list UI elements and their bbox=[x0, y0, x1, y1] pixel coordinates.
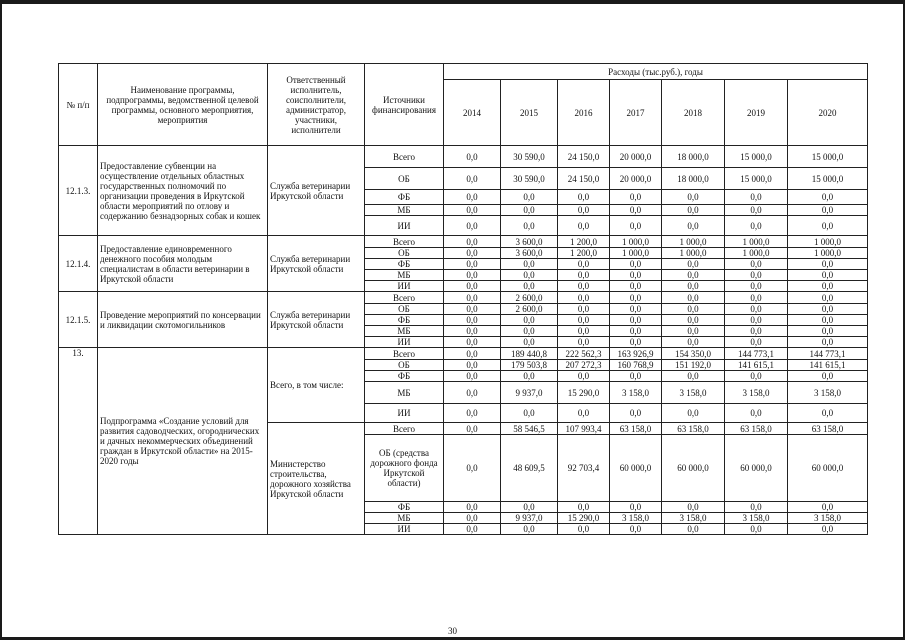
funding-source: Всего bbox=[365, 292, 444, 304]
amount-cell: 0,0 bbox=[501, 190, 558, 205]
funding-source: ФБ bbox=[365, 502, 444, 513]
amount-cell: 1 000,0 bbox=[610, 248, 662, 259]
header-year: 2019 bbox=[725, 80, 788, 146]
item-name: Предоставление субвенции на осуществление отдельных областных государственных полномочий по организации проведения в Иркутской области мероприятий по отлову и содержанию безнадзорных собак и кошек bbox=[98, 146, 268, 236]
amount-cell: 0,0 bbox=[662, 404, 725, 423]
item-number: 12.1.4. bbox=[59, 236, 98, 292]
amount-cell: 141 615,1 bbox=[725, 360, 788, 371]
amount-cell: 0,0 bbox=[788, 216, 868, 236]
amount-cell: 0,0 bbox=[558, 190, 610, 205]
amount-cell: 15 000,0 bbox=[788, 168, 868, 190]
amount-cell: 63 158,0 bbox=[610, 423, 662, 435]
amount-cell: 0,0 bbox=[444, 337, 501, 348]
amount-cell: 18 000,0 bbox=[662, 168, 725, 190]
amount-cell: 0,0 bbox=[558, 326, 610, 337]
amount-cell: 0,0 bbox=[558, 216, 610, 236]
amount-cell: 0,0 bbox=[610, 502, 662, 513]
amount-cell: 0,0 bbox=[558, 205, 610, 216]
amount-cell: 0,0 bbox=[444, 259, 501, 270]
amount-cell: 154 350,0 bbox=[662, 348, 725, 360]
amount-cell: 1 000,0 bbox=[610, 236, 662, 248]
funding-source: ОБ bbox=[365, 360, 444, 371]
amount-cell: 1 000,0 bbox=[662, 236, 725, 248]
amount-cell: 0,0 bbox=[788, 205, 868, 216]
amount-cell: 0,0 bbox=[725, 270, 788, 281]
funding-source: ИИ bbox=[365, 281, 444, 292]
funding-source: ИИ bbox=[365, 337, 444, 348]
amount-cell: 0,0 bbox=[788, 259, 868, 270]
amount-cell: 24 150,0 bbox=[558, 146, 610, 168]
amount-cell: 0,0 bbox=[662, 371, 725, 382]
amount-cell: 0,0 bbox=[444, 281, 501, 292]
amount-cell: 0,0 bbox=[662, 502, 725, 513]
amount-cell: 0,0 bbox=[662, 326, 725, 337]
item-responsible: Служба ветеринарии Иркутской области bbox=[268, 146, 365, 236]
amount-cell: 0,0 bbox=[662, 259, 725, 270]
amount-cell: 0,0 bbox=[501, 205, 558, 216]
amount-cell: 0,0 bbox=[444, 315, 501, 326]
amount-cell: 144 773,1 bbox=[725, 348, 788, 360]
amount-cell: 0,0 bbox=[501, 216, 558, 236]
amount-cell: 3 158,0 bbox=[610, 513, 662, 524]
budget-table-body bbox=[59, 146, 868, 535]
funding-source: ИИ bbox=[365, 524, 444, 535]
amount-cell: 3 158,0 bbox=[610, 382, 662, 404]
amount-cell: 3 158,0 bbox=[788, 382, 868, 404]
header-year: 2014 bbox=[444, 80, 501, 146]
amount-cell: 0,0 bbox=[725, 304, 788, 315]
amount-cell: 0,0 bbox=[610, 270, 662, 281]
item-responsible: Служба ветеринарии Иркутской области bbox=[268, 292, 365, 348]
amount-cell: 48 609,5 bbox=[501, 435, 558, 502]
table-row bbox=[59, 146, 868, 168]
amount-cell: 0,0 bbox=[501, 371, 558, 382]
amount-cell: 0,0 bbox=[444, 435, 501, 502]
amount-cell: 0,0 bbox=[725, 404, 788, 423]
amount-cell: 0,0 bbox=[725, 315, 788, 326]
header-year: 2015 bbox=[501, 80, 558, 146]
amount-cell: 63 158,0 bbox=[662, 423, 725, 435]
amount-cell: 24 150,0 bbox=[558, 168, 610, 190]
amount-cell: 0,0 bbox=[725, 281, 788, 292]
amount-cell: 0,0 bbox=[788, 326, 868, 337]
amount-cell: 20 000,0 bbox=[610, 168, 662, 190]
amount-cell: 0,0 bbox=[444, 304, 501, 315]
amount-cell: 1 000,0 bbox=[725, 236, 788, 248]
scan-border-top bbox=[0, 0, 905, 4]
amount-cell: 0,0 bbox=[725, 216, 788, 236]
amount-cell: 160 768,9 bbox=[610, 360, 662, 371]
funding-source: МБ bbox=[365, 382, 444, 404]
amount-cell: 15 000,0 bbox=[725, 168, 788, 190]
scan-border-left bbox=[0, 0, 2, 640]
amount-cell: 0,0 bbox=[444, 236, 501, 248]
amount-cell: 0,0 bbox=[501, 524, 558, 535]
funding-source: МБ bbox=[365, 326, 444, 337]
amount-cell: 0,0 bbox=[725, 524, 788, 535]
amount-cell: 0,0 bbox=[662, 337, 725, 348]
amount-cell: 92 703,4 bbox=[558, 435, 610, 502]
amount-cell: 0,0 bbox=[501, 337, 558, 348]
amount-cell: 0,0 bbox=[558, 281, 610, 292]
amount-cell: 0,0 bbox=[444, 513, 501, 524]
amount-cell: 0,0 bbox=[725, 502, 788, 513]
header-responsible: Ответственный исполнитель, соисполнители, администратор, участники, исполнители bbox=[268, 64, 365, 146]
item-responsible: Служба ветеринарии Иркутской области bbox=[268, 236, 365, 292]
amount-cell: 60 000,0 bbox=[610, 435, 662, 502]
amount-cell: 63 158,0 bbox=[725, 423, 788, 435]
amount-cell: 0,0 bbox=[725, 292, 788, 304]
amount-cell: 0,0 bbox=[501, 404, 558, 423]
amount-cell: 60 000,0 bbox=[662, 435, 725, 502]
amount-cell: 151 192,0 bbox=[662, 360, 725, 371]
amount-cell: 0,0 bbox=[558, 502, 610, 513]
amount-cell: 0,0 bbox=[558, 304, 610, 315]
amount-cell: 0,0 bbox=[725, 259, 788, 270]
item-number: 12.1.3. bbox=[59, 146, 98, 236]
amount-cell: 0,0 bbox=[501, 281, 558, 292]
amount-cell: 0,0 bbox=[610, 292, 662, 304]
amount-cell: 0,0 bbox=[444, 524, 501, 535]
amount-cell: 0,0 bbox=[444, 205, 501, 216]
amount-cell: 0,0 bbox=[788, 281, 868, 292]
amount-cell: 179 503,8 bbox=[501, 360, 558, 371]
amount-cell: 15 000,0 bbox=[725, 146, 788, 168]
item-name: Предоставление единовременного денежного пособия молодым специалистам в области ветеринарии в Иркутской области bbox=[98, 236, 268, 292]
funding-source: ФБ bbox=[365, 190, 444, 205]
table-row bbox=[59, 236, 868, 248]
header-source: Источники финансирования bbox=[365, 64, 444, 146]
amount-cell: 0,0 bbox=[610, 326, 662, 337]
amount-cell: 15 290,0 bbox=[558, 513, 610, 524]
amount-cell: 0,0 bbox=[558, 371, 610, 382]
table-row bbox=[59, 348, 868, 360]
amount-cell: 15 290,0 bbox=[558, 382, 610, 404]
amount-cell: 0,0 bbox=[725, 205, 788, 216]
table-row bbox=[59, 292, 868, 304]
amount-cell: 0,0 bbox=[788, 404, 868, 423]
item-responsible: Всего, в том числе: bbox=[268, 348, 365, 423]
amount-cell: 0,0 bbox=[444, 190, 501, 205]
amount-cell: 0,0 bbox=[501, 270, 558, 281]
amount-cell: 60 000,0 bbox=[788, 435, 868, 502]
amount-cell: 0,0 bbox=[788, 315, 868, 326]
amount-cell: 0,0 bbox=[788, 190, 868, 205]
funding-source: ФБ bbox=[365, 259, 444, 270]
amount-cell: 0,0 bbox=[444, 404, 501, 423]
amount-cell: 0,0 bbox=[444, 292, 501, 304]
amount-cell: 0,0 bbox=[558, 292, 610, 304]
item-name: Подпрограмма «Создание условий для развития садоводческих, огороднических и дачных некоммерческих объединений граждан в Иркутской области» на 2015-2020 годы bbox=[98, 348, 268, 535]
amount-cell: 0,0 bbox=[788, 304, 868, 315]
funding-source: Всего bbox=[365, 348, 444, 360]
amount-cell: 0,0 bbox=[501, 315, 558, 326]
amount-cell: 1 200,0 bbox=[558, 236, 610, 248]
funding-source: ОБ bbox=[365, 304, 444, 315]
amount-cell: 3 600,0 bbox=[501, 248, 558, 259]
amount-cell: 20 000,0 bbox=[610, 146, 662, 168]
amount-cell: 0,0 bbox=[444, 326, 501, 337]
amount-cell: 0,0 bbox=[558, 404, 610, 423]
amount-cell: 3 158,0 bbox=[788, 513, 868, 524]
amount-cell: 0,0 bbox=[610, 190, 662, 205]
amount-cell: 144 773,1 bbox=[788, 348, 868, 360]
funding-source: ОБ bbox=[365, 168, 444, 190]
amount-cell: 0,0 bbox=[558, 315, 610, 326]
amount-cell: 0,0 bbox=[662, 292, 725, 304]
page-number: 30 bbox=[448, 626, 457, 636]
funding-source: Всего bbox=[365, 423, 444, 435]
amount-cell: 0,0 bbox=[788, 524, 868, 535]
amount-cell: 0,0 bbox=[725, 190, 788, 205]
amount-cell: 0,0 bbox=[610, 337, 662, 348]
amount-cell: 15 000,0 bbox=[788, 146, 868, 168]
amount-cell: 0,0 bbox=[788, 371, 868, 382]
funding-source: ФБ bbox=[365, 371, 444, 382]
amount-cell: 141 615,1 bbox=[788, 360, 868, 371]
amount-cell: 0,0 bbox=[610, 404, 662, 423]
amount-cell: 107 993,4 bbox=[558, 423, 610, 435]
amount-cell: 0,0 bbox=[788, 337, 868, 348]
amount-cell: 30 590,0 bbox=[501, 168, 558, 190]
amount-cell: 189 440,8 bbox=[501, 348, 558, 360]
amount-cell: 0,0 bbox=[610, 371, 662, 382]
amount-cell: 0,0 bbox=[444, 382, 501, 404]
amount-cell: 1 000,0 bbox=[662, 248, 725, 259]
header-year: 2020 bbox=[788, 80, 868, 146]
amount-cell: 0,0 bbox=[610, 281, 662, 292]
header-year: 2018 bbox=[662, 80, 725, 146]
funding-source: ФБ bbox=[365, 315, 444, 326]
item-number: 12.1.5. bbox=[59, 292, 98, 348]
amount-cell: 0,0 bbox=[444, 270, 501, 281]
amount-cell: 0,0 bbox=[662, 270, 725, 281]
amount-cell: 0,0 bbox=[444, 360, 501, 371]
amount-cell: 0,0 bbox=[444, 371, 501, 382]
amount-cell: 18 000,0 bbox=[662, 146, 725, 168]
amount-cell: 0,0 bbox=[725, 371, 788, 382]
amount-cell: 1 000,0 bbox=[725, 248, 788, 259]
amount-cell: 0,0 bbox=[444, 348, 501, 360]
amount-cell: 3 158,0 bbox=[662, 382, 725, 404]
amount-cell: 0,0 bbox=[501, 259, 558, 270]
amount-cell: 63 158,0 bbox=[788, 423, 868, 435]
amount-cell: 0,0 bbox=[610, 315, 662, 326]
amount-cell: 1 000,0 bbox=[788, 248, 868, 259]
amount-cell: 0,0 bbox=[725, 337, 788, 348]
amount-cell: 0,0 bbox=[610, 524, 662, 535]
amount-cell: 1 000,0 bbox=[788, 236, 868, 248]
funding-source: Всего bbox=[365, 236, 444, 248]
amount-cell: 2 600,0 bbox=[501, 304, 558, 315]
amount-cell: 3 158,0 bbox=[662, 513, 725, 524]
funding-source: ИИ bbox=[365, 216, 444, 236]
header-num: № п/п bbox=[59, 64, 98, 146]
amount-cell: 163 926,9 bbox=[610, 348, 662, 360]
amount-cell: 0,0 bbox=[444, 423, 501, 435]
amount-cell: 0,0 bbox=[558, 259, 610, 270]
funding-source: Всего bbox=[365, 146, 444, 168]
amount-cell: 58 546,5 bbox=[501, 423, 558, 435]
header-year: 2016 bbox=[558, 80, 610, 146]
amount-cell: 222 562,3 bbox=[558, 348, 610, 360]
amount-cell: 0,0 bbox=[662, 281, 725, 292]
amount-cell: 2 600,0 bbox=[501, 292, 558, 304]
amount-cell: 0,0 bbox=[788, 270, 868, 281]
amount-cell: 3 158,0 bbox=[725, 382, 788, 404]
amount-cell: 0,0 bbox=[725, 326, 788, 337]
amount-cell: 0,0 bbox=[444, 216, 501, 236]
amount-cell: 0,0 bbox=[444, 248, 501, 259]
amount-cell: 30 590,0 bbox=[501, 146, 558, 168]
amount-cell: 0,0 bbox=[662, 524, 725, 535]
amount-cell: 0,0 bbox=[662, 190, 725, 205]
header-name: Наименование программы, подпрограммы, ведомственной целевой программы, основного мероприятия, мероприятия bbox=[98, 64, 268, 146]
funding-source: ОБ (средства дорожного фонда Иркутской области) bbox=[365, 435, 444, 502]
funding-source: ОБ bbox=[365, 248, 444, 259]
amount-cell: 0,0 bbox=[788, 502, 868, 513]
amount-cell: 0,0 bbox=[662, 315, 725, 326]
amount-cell: 207 272,3 bbox=[558, 360, 610, 371]
amount-cell: 0,0 bbox=[662, 216, 725, 236]
amount-cell: 0,0 bbox=[610, 205, 662, 216]
amount-cell: 60 000,0 bbox=[725, 435, 788, 502]
amount-cell: 0,0 bbox=[558, 337, 610, 348]
amount-cell: 0,0 bbox=[444, 168, 501, 190]
amount-cell: 3 600,0 bbox=[501, 236, 558, 248]
amount-cell: 0,0 bbox=[501, 326, 558, 337]
amount-cell: 0,0 bbox=[444, 502, 501, 513]
funding-source: МБ bbox=[365, 205, 444, 216]
item-number: 13. bbox=[59, 348, 98, 535]
amount-cell: 0,0 bbox=[610, 259, 662, 270]
amount-cell: 0,0 bbox=[558, 524, 610, 535]
budget-table bbox=[58, 63, 868, 535]
amount-cell: 0,0 bbox=[558, 270, 610, 281]
amount-cell: 0,0 bbox=[610, 216, 662, 236]
amount-cell: 3 158,0 bbox=[725, 513, 788, 524]
funding-source: МБ bbox=[365, 513, 444, 524]
funding-source: МБ bbox=[365, 270, 444, 281]
amount-cell: 0,0 bbox=[610, 304, 662, 315]
header-year: 2017 bbox=[610, 80, 662, 146]
amount-cell: 9 937,0 bbox=[501, 382, 558, 404]
amount-cell: 0,0 bbox=[788, 292, 868, 304]
amount-cell: 9 937,0 bbox=[501, 513, 558, 524]
amount-cell: 0,0 bbox=[501, 502, 558, 513]
amount-cell: 0,0 bbox=[662, 304, 725, 315]
item-responsible: Министерство строительства, дорожного хозяйства Иркутской области bbox=[268, 423, 365, 535]
header-expenses: Расходы (тыс.руб.), годы bbox=[444, 64, 868, 80]
item-name: Проведение мероприятий по консервации и ликвидации скотомогильников bbox=[98, 292, 268, 348]
funding-source: ИИ bbox=[365, 404, 444, 423]
amount-cell: 1 200,0 bbox=[558, 248, 610, 259]
amount-cell: 0,0 bbox=[444, 146, 501, 168]
amount-cell: 0,0 bbox=[662, 205, 725, 216]
